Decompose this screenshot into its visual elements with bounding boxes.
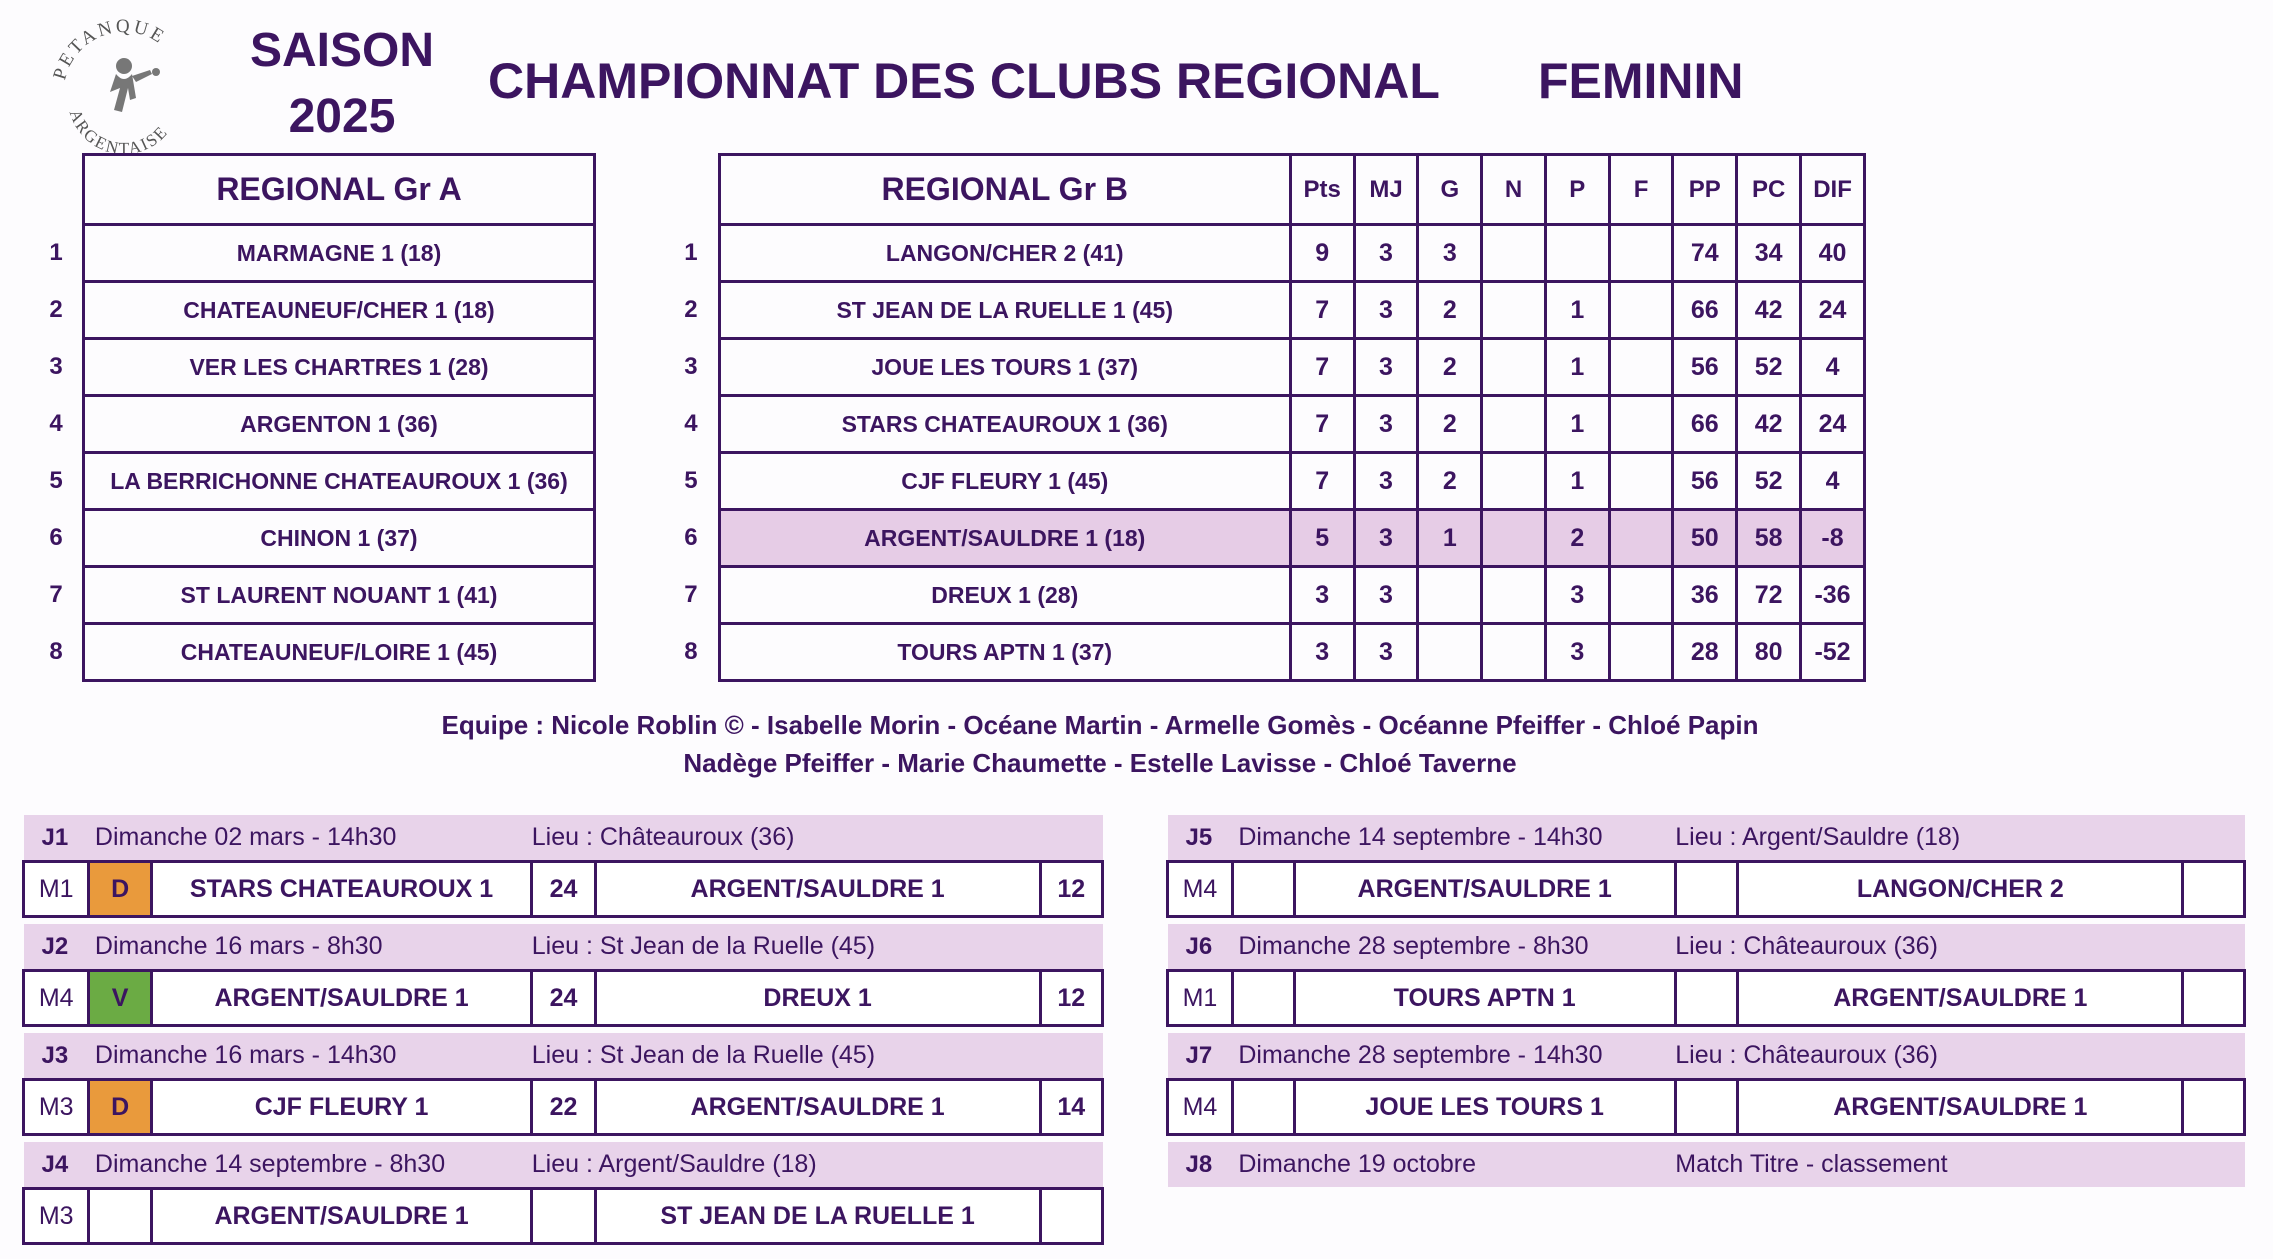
stat-n	[1482, 510, 1546, 567]
spacer-cell	[24, 1135, 1103, 1143]
spacer	[24, 1135, 1103, 1143]
team-name: MARMAGNE 1 (18)	[84, 225, 595, 282]
stat-pts: 3	[1290, 624, 1354, 681]
away-team: DREUX 1	[595, 971, 1040, 1026]
stat-dif: -52	[1801, 624, 1865, 681]
rank: 8	[684, 638, 698, 665]
away-score	[1040, 1189, 1102, 1244]
col-p: P	[1545, 155, 1609, 225]
team-name: ARGENT/SAULDRE 1 (18)	[719, 510, 1290, 567]
group-b-row	[664, 396, 1865, 453]
stat-pp: 66	[1673, 396, 1737, 453]
match-id: M3	[24, 1189, 89, 1244]
group-a-row	[30, 624, 595, 681]
matchday-date: Dimanche 19 octobre	[1232, 1142, 1675, 1187]
match-result	[1232, 1080, 1294, 1135]
matchday-venue: Lieu : Châteauroux (36)	[532, 815, 1103, 862]
category-label: FEMININ	[1538, 53, 1744, 109]
matchday-venue: Lieu : Argent/Sauldre (18)	[1675, 815, 2244, 862]
away-score: 12	[1040, 862, 1102, 917]
season-label	[222, 18, 462, 150]
stat-pc: 34	[1737, 225, 1801, 282]
col-pts: Pts	[1290, 155, 1354, 225]
stat-pc: 58	[1737, 510, 1801, 567]
group-b-title: REGIONAL Gr B	[719, 155, 1290, 225]
spacer-cell	[24, 917, 1103, 925]
match-row	[1168, 971, 2245, 1026]
group-b-row	[664, 339, 1865, 396]
matchday-number: J1	[24, 815, 89, 862]
spacer	[24, 1026, 1103, 1034]
team-name: VER LES CHARTRES 1 (28)	[84, 339, 595, 396]
matchday-venue: Lieu : Argent/Sauldre (18)	[532, 1142, 1103, 1189]
team-name: STARS CHATEAUROUX 1 (36)	[719, 396, 1290, 453]
team-name: LANGON/CHER 2 (41)	[719, 225, 1290, 282]
matchday-number: J5	[1168, 815, 1233, 862]
home-score	[532, 1189, 595, 1244]
col-g: G	[1418, 155, 1482, 225]
stat-g: 2	[1418, 282, 1482, 339]
home-team: ARGENT/SAULDRE 1	[151, 1189, 531, 1244]
home-team: ARGENT/SAULDRE 1	[151, 971, 531, 1026]
col-pp: PP	[1673, 155, 1737, 225]
home-team: TOURS APTN 1	[1294, 971, 1675, 1026]
col-n: N	[1482, 155, 1546, 225]
stat-n	[1482, 396, 1546, 453]
team-name: CHINON 1 (37)	[84, 510, 595, 567]
match-id: M4	[1168, 1080, 1233, 1135]
season-word: SAISON	[249, 24, 435, 77]
stat-mj: 3	[1354, 624, 1418, 681]
club-logo	[44, 14, 204, 154]
stat-g	[1418, 624, 1482, 681]
team-name: JOUE LES TOURS 1 (37)	[719, 339, 1290, 396]
team-name: DREUX 1 (28)	[719, 567, 1290, 624]
matchday-header	[24, 1033, 1103, 1080]
home-team: ARGENT/SAULDRE 1	[1294, 862, 1675, 917]
match-id: M1	[24, 862, 89, 917]
col-mj: MJ	[1354, 155, 1418, 225]
matchday-header	[24, 815, 1103, 862]
col-f: F	[1609, 155, 1673, 225]
group-b-table	[664, 153, 1866, 682]
stat-g: 2	[1418, 396, 1482, 453]
rank: 7	[684, 581, 698, 608]
matchday-date: Dimanche 28 septembre - 8h30	[1232, 924, 1675, 971]
stat-pp: 66	[1673, 282, 1737, 339]
match-row	[24, 971, 1103, 1026]
rank: 8	[49, 638, 63, 665]
spacer-cell	[1168, 1026, 2245, 1034]
stat-f	[1609, 225, 1673, 282]
stat-n	[1482, 453, 1546, 510]
away-score	[2183, 971, 2245, 1026]
matchday-venue: Lieu : St Jean de la Ruelle (45)	[532, 1033, 1103, 1080]
stat-pc: 42	[1737, 396, 1801, 453]
matchday-venue: Lieu : St Jean de la Ruelle (45)	[532, 924, 1103, 971]
group-b-row	[664, 567, 1865, 624]
matchday-header	[1168, 924, 2245, 971]
away-team: ARGENT/SAULDRE 1	[1738, 1080, 2183, 1135]
season-year: 2025	[288, 90, 396, 143]
stat-f	[1609, 453, 1673, 510]
team-name: CJF FLEURY 1 (45)	[719, 453, 1290, 510]
match-row	[24, 1189, 1103, 1244]
home-score	[1675, 971, 1738, 1026]
home-score	[1675, 1080, 1738, 1135]
matchday-header	[1168, 1033, 2245, 1080]
stat-pc: 80	[1737, 624, 1801, 681]
group-b-row	[664, 282, 1865, 339]
stat-pp: 56	[1673, 453, 1737, 510]
matchday-header	[1168, 1142, 2245, 1187]
rank: 6	[684, 524, 698, 551]
away-team: ARGENT/SAULDRE 1	[595, 1080, 1040, 1135]
matchday-header	[24, 924, 1103, 971]
team-name: TOURS APTN 1 (37)	[719, 624, 1290, 681]
svg-text:PETANQUE: PETANQUE	[49, 15, 170, 83]
matchday-number: J7	[1168, 1033, 1233, 1080]
rank: 6	[49, 524, 63, 551]
stat-pp: 50	[1673, 510, 1737, 567]
spacer-cell	[1168, 917, 2245, 925]
group-a-row	[30, 567, 595, 624]
away-score	[2183, 1080, 2245, 1135]
matchday-venue: Lieu : Châteauroux (36)	[1675, 924, 2244, 971]
home-score: 24	[532, 971, 595, 1026]
spacer	[1168, 1135, 2245, 1143]
stat-pc: 52	[1737, 339, 1801, 396]
spacer-cell	[1168, 1135, 2245, 1143]
rank: 1	[684, 239, 698, 266]
stat-dif: -8	[1801, 510, 1865, 567]
away-score: 14	[1040, 1080, 1102, 1135]
team-roster-line-1: Equipe : Nicole Roblin © - Isabelle Morin - Océane Martin - Armelle Gomès - Océanne Pfeiffer - Chloé Papin	[441, 710, 1759, 740]
stat-n	[1482, 225, 1546, 282]
stat-pts: 9	[1290, 225, 1354, 282]
away-team: ST JEAN DE LA RUELLE 1	[595, 1189, 1040, 1244]
rank: 5	[684, 467, 698, 494]
group-a-row	[30, 225, 595, 282]
stat-pts: 7	[1290, 396, 1354, 453]
match-id: M4	[1168, 862, 1233, 917]
team-name: ST LAURENT NOUANT 1 (41)	[84, 567, 595, 624]
matchday-date: Dimanche 16 mars - 14h30	[89, 1033, 532, 1080]
matchday-header	[1168, 815, 2245, 862]
stat-mj: 3	[1354, 453, 1418, 510]
home-score	[1675, 862, 1738, 917]
away-score: 12	[1040, 971, 1102, 1026]
rank: 4	[684, 410, 698, 437]
team-name: LA BERRICHONNE CHATEAUROUX 1 (36)	[84, 453, 595, 510]
stat-p: 2	[1545, 510, 1609, 567]
matchday-number: J8	[1168, 1142, 1233, 1187]
team-name: ST JEAN DE LA RUELLE 1 (45)	[719, 282, 1290, 339]
spacer	[24, 917, 1103, 925]
group-a-row	[30, 396, 595, 453]
matchday-date: Dimanche 16 mars - 8h30	[89, 924, 532, 971]
match-row	[24, 1080, 1103, 1135]
stat-n	[1482, 339, 1546, 396]
stat-pp: 56	[1673, 339, 1737, 396]
stat-g: 2	[1418, 453, 1482, 510]
matchday-header	[24, 1142, 1103, 1189]
group-b-row	[664, 453, 1865, 510]
stat-mj: 3	[1354, 339, 1418, 396]
matchday-venue: Lieu : Châteauroux (36)	[1675, 1033, 2244, 1080]
stat-mj: 3	[1354, 396, 1418, 453]
spacer	[1168, 917, 2245, 925]
col-pc: PC	[1737, 155, 1801, 225]
stat-pts: 7	[1290, 282, 1354, 339]
stat-pp: 36	[1673, 567, 1737, 624]
match-result: V	[89, 971, 151, 1026]
stat-pp: 74	[1673, 225, 1737, 282]
matchday-number: J3	[24, 1033, 89, 1080]
match-id: M1	[1168, 971, 1233, 1026]
stat-n	[1482, 567, 1546, 624]
stat-f	[1609, 510, 1673, 567]
match-result	[1232, 971, 1294, 1026]
team-roster-line-2: Nadège Pfeiffer - Marie Chaumette - Estelle Lavisse - Chloé Taverne	[683, 748, 1517, 778]
stat-p: 1	[1545, 339, 1609, 396]
stat-dif: -36	[1801, 567, 1865, 624]
matchday-date: Dimanche 14 septembre - 8h30	[89, 1142, 532, 1189]
away-team: ARGENT/SAULDRE 1	[1738, 971, 2183, 1026]
group-b-row	[664, 225, 1865, 282]
stat-pts: 7	[1290, 453, 1354, 510]
stat-dif: 24	[1801, 282, 1865, 339]
matchday-date: Dimanche 14 septembre - 14h30	[1232, 815, 1675, 862]
stat-p: 1	[1545, 282, 1609, 339]
stat-f	[1609, 282, 1673, 339]
match-result: D	[89, 862, 151, 917]
rank: 7	[49, 581, 63, 608]
matchday-date: Dimanche 28 septembre - 14h30	[1232, 1033, 1675, 1080]
match-result: D	[89, 1080, 151, 1135]
stat-p: 3	[1545, 624, 1609, 681]
spacer	[1168, 1026, 2245, 1034]
stat-f	[1609, 567, 1673, 624]
team-name: CHATEAUNEUF/LOIRE 1 (45)	[84, 624, 595, 681]
svg-text:ARGENTAISE: ARGENTAISE	[65, 106, 172, 154]
stat-g: 3	[1418, 225, 1482, 282]
match-result	[89, 1189, 151, 1244]
home-team: STARS CHATEAUROUX 1	[151, 862, 531, 917]
team-name: CHATEAUNEUF/CHER 1 (18)	[84, 282, 595, 339]
match-row	[1168, 862, 2245, 917]
stat-n	[1482, 282, 1546, 339]
team-name: ARGENTON 1 (36)	[84, 396, 595, 453]
match-id: M3	[24, 1080, 89, 1135]
group-a-row	[30, 510, 595, 567]
group-a-table	[30, 153, 596, 682]
stat-f	[1609, 396, 1673, 453]
away-team: LANGON/CHER 2	[1738, 862, 2183, 917]
match-id: M4	[24, 971, 89, 1026]
stat-g	[1418, 567, 1482, 624]
stat-dif: 4	[1801, 453, 1865, 510]
stat-mj: 3	[1354, 510, 1418, 567]
spacer	[24, 1244, 1103, 1252]
stat-pc: 52	[1737, 453, 1801, 510]
home-team: CJF FLEURY 1	[151, 1080, 531, 1135]
matchday-note: Match Titre - classement	[1675, 1142, 2244, 1187]
stat-pts: 5	[1290, 510, 1354, 567]
stat-mj: 3	[1354, 282, 1418, 339]
spacer-cell	[24, 1026, 1103, 1034]
match-row	[1168, 1080, 2245, 1135]
match-row	[24, 862, 1103, 917]
rank: 2	[684, 296, 698, 323]
schedule-right	[1166, 815, 2246, 1187]
match-result	[1232, 862, 1294, 917]
spacer-cell	[24, 1244, 1103, 1252]
stat-mj: 3	[1354, 225, 1418, 282]
stat-dif: 24	[1801, 396, 1865, 453]
rank: 3	[684, 353, 698, 380]
group-b-row	[664, 510, 1865, 567]
stat-pp: 28	[1673, 624, 1737, 681]
rank: 4	[49, 410, 63, 437]
page-title: CHAMPIONNAT DES CLUBS REGIONAL	[488, 53, 1440, 109]
rank: 5	[49, 467, 63, 494]
group-b-row	[664, 624, 1865, 681]
stat-g: 1	[1418, 510, 1482, 567]
stat-mj: 3	[1354, 567, 1418, 624]
stat-p: 3	[1545, 567, 1609, 624]
stat-p	[1545, 225, 1609, 282]
stat-g: 2	[1418, 339, 1482, 396]
group-a-title: REGIONAL Gr A	[84, 155, 595, 225]
stat-pc: 72	[1737, 567, 1801, 624]
home-score: 24	[532, 862, 595, 917]
schedule-left	[22, 815, 1104, 1251]
away-score	[2183, 862, 2245, 917]
stat-pts: 3	[1290, 567, 1354, 624]
stat-p: 1	[1545, 453, 1609, 510]
matchday-number: J6	[1168, 924, 1233, 971]
rank: 1	[49, 239, 63, 266]
rank: 2	[49, 296, 63, 323]
stat-pc: 42	[1737, 282, 1801, 339]
stat-dif: 40	[1801, 225, 1865, 282]
stat-f	[1609, 624, 1673, 681]
home-team: JOUE LES TOURS 1	[1294, 1080, 1675, 1135]
group-a-row	[30, 339, 595, 396]
group-a-row	[30, 453, 595, 510]
stat-dif: 4	[1801, 339, 1865, 396]
matchday-number: J2	[24, 924, 89, 971]
away-team: ARGENT/SAULDRE 1	[595, 862, 1040, 917]
matchday-date: Dimanche 02 mars - 14h30	[89, 815, 532, 862]
col-dif: DIF	[1801, 155, 1865, 225]
stat-pts: 7	[1290, 339, 1354, 396]
home-score: 22	[532, 1080, 595, 1135]
team-roster	[400, 706, 1800, 782]
stat-f	[1609, 339, 1673, 396]
stat-p: 1	[1545, 396, 1609, 453]
group-a-row	[30, 282, 595, 339]
matchday-number: J4	[24, 1142, 89, 1189]
rank: 3	[49, 353, 63, 380]
stat-n	[1482, 624, 1546, 681]
